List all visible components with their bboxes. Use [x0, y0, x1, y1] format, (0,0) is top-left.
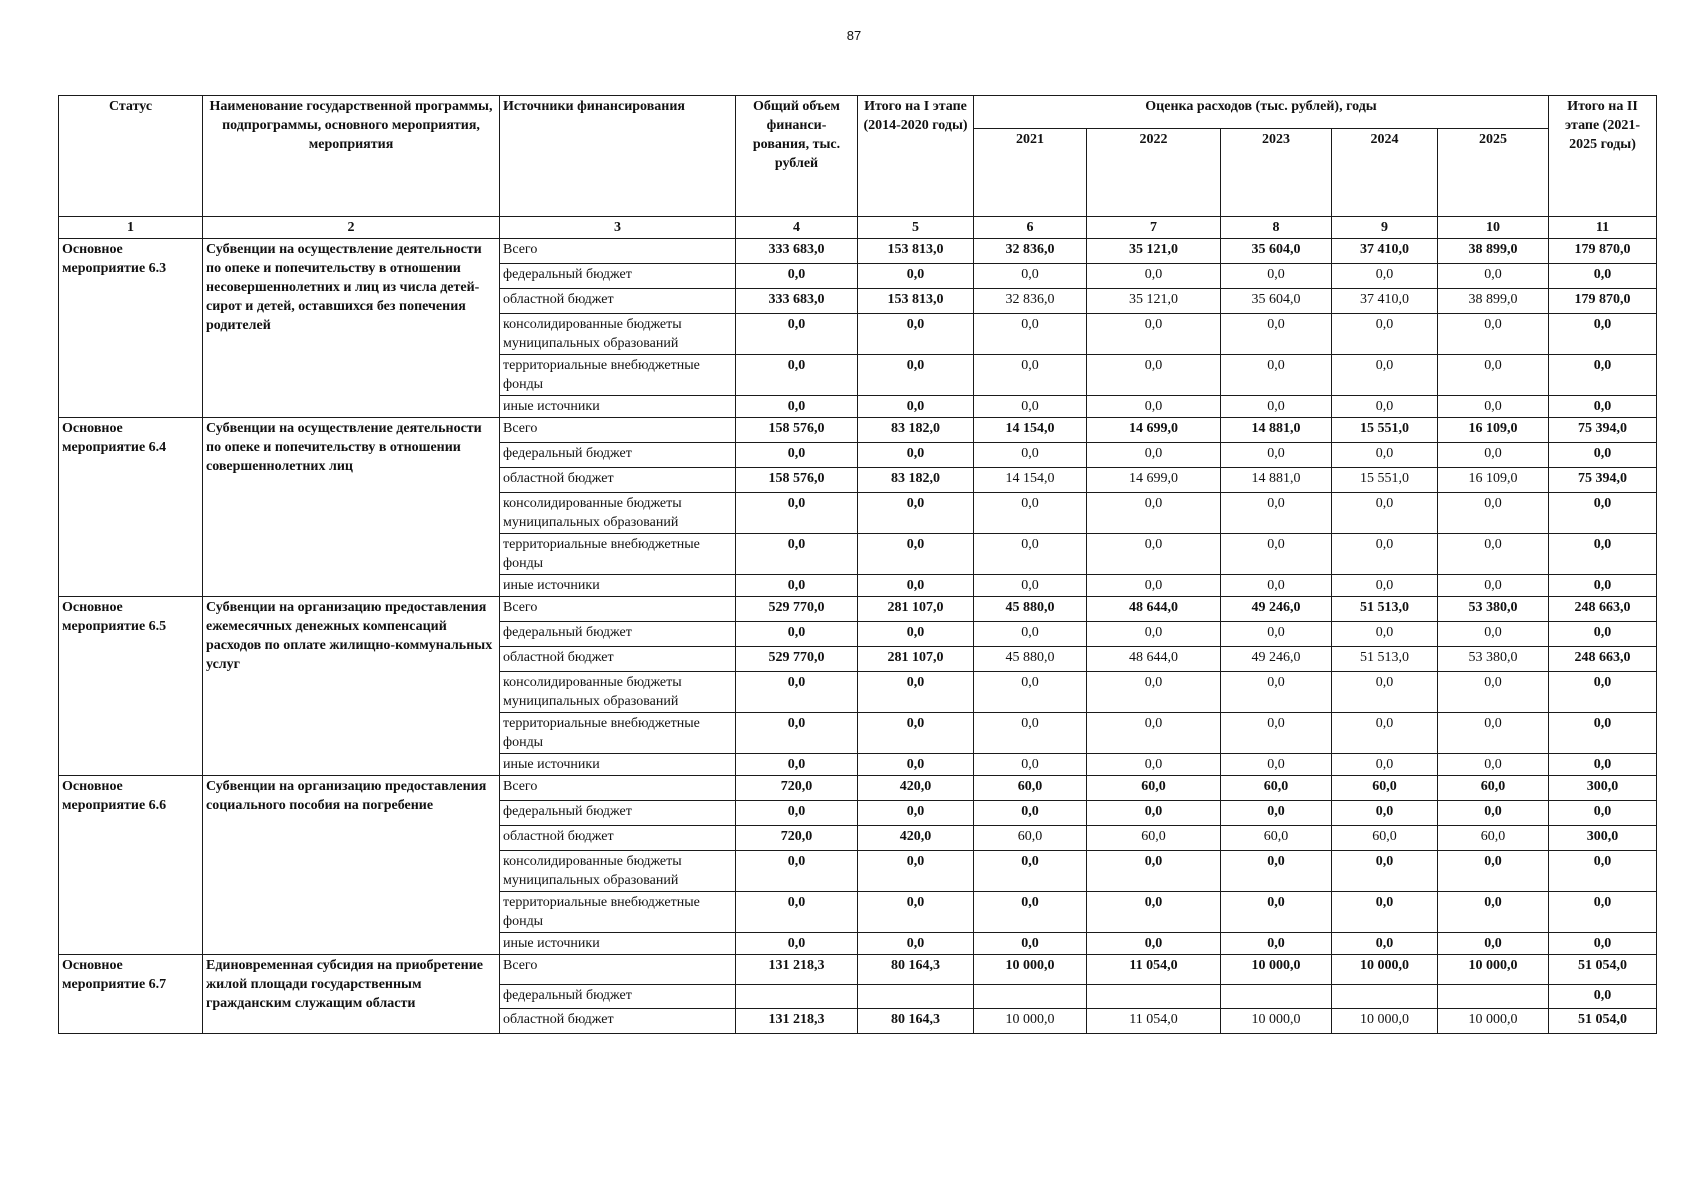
- value-cell: 15 551,0: [1332, 468, 1438, 493]
- value-cell: 0,0: [1438, 754, 1549, 776]
- value-cell: 80 164,3: [858, 1009, 974, 1034]
- value-cell: 60,0: [974, 826, 1087, 851]
- value-cell: 0,0: [1087, 355, 1221, 396]
- value-cell: 300,0: [1549, 826, 1657, 851]
- value-cell: 0,0: [1438, 264, 1549, 289]
- value-cell: 153 813,0: [858, 289, 974, 314]
- value-cell: 0,0: [974, 713, 1087, 754]
- value-cell: 0,0: [1221, 264, 1332, 289]
- measure-status: Основное мероприятие 6.6: [59, 776, 203, 955]
- value-cell: 0,0: [858, 443, 974, 468]
- table-row: [59, 776, 1657, 801]
- value-cell: 0,0: [1087, 892, 1221, 933]
- value-cell: 0,0: [1221, 622, 1332, 647]
- value-cell: 0,0: [974, 672, 1087, 713]
- funding-source: иные источники: [500, 575, 736, 597]
- column-number: 2: [203, 217, 500, 239]
- value-cell: 0,0: [1221, 314, 1332, 355]
- measure-status: Основное мероприятие 6.7: [59, 955, 203, 1034]
- value-cell: 0,0: [858, 713, 974, 754]
- column-number: 3: [500, 217, 736, 239]
- funding-source: федеральный бюджет: [500, 801, 736, 826]
- funding-source: консолидированные бюджеты муниципальных образований: [500, 314, 736, 355]
- funding-source: областной бюджет: [500, 826, 736, 851]
- value-cell: 0,0: [858, 314, 974, 355]
- value-cell: 10 000,0: [974, 1009, 1087, 1034]
- value-cell: 0,0: [1549, 933, 1657, 955]
- value-cell: 0,0: [1087, 314, 1221, 355]
- value-cell: 35 121,0: [1087, 289, 1221, 314]
- value-cell: 153 813,0: [858, 239, 974, 264]
- value-cell: 0,0: [1438, 493, 1549, 534]
- value-cell: [858, 985, 974, 1009]
- header-estimate: Оценка расходов (тыс. рублей), годы: [974, 96, 1549, 129]
- value-cell: 0,0: [1332, 314, 1438, 355]
- value-cell: 53 380,0: [1438, 597, 1549, 622]
- funding-source: консолидированные бюджеты муниципальных образований: [500, 851, 736, 892]
- budget-table: [58, 95, 1657, 1034]
- value-cell: 0,0: [1332, 355, 1438, 396]
- value-cell: [974, 985, 1087, 1009]
- value-cell: 16 109,0: [1438, 468, 1549, 493]
- value-cell: 0,0: [736, 534, 858, 575]
- value-cell: 83 182,0: [858, 418, 974, 443]
- header-status: Статус: [59, 96, 203, 217]
- measure-status: Основное мероприятие 6.3: [59, 239, 203, 418]
- header-year: 2025: [1438, 129, 1549, 217]
- value-cell: 0,0: [1438, 713, 1549, 754]
- value-cell: 0,0: [1332, 933, 1438, 955]
- value-cell: 10 000,0: [1332, 955, 1438, 985]
- value-cell: 0,0: [974, 443, 1087, 468]
- funding-source: Всего: [500, 239, 736, 264]
- funding-source: территориальные внебюджетные фонды: [500, 713, 736, 754]
- measure-name: Субвенции на организацию предоставления социального пособия на погребение: [203, 776, 500, 955]
- value-cell: 60,0: [1087, 826, 1221, 851]
- value-cell: 0,0: [1332, 264, 1438, 289]
- value-cell: 0,0: [974, 622, 1087, 647]
- value-cell: 0,0: [1549, 314, 1657, 355]
- value-cell: 0,0: [1087, 801, 1221, 826]
- value-cell: 51 054,0: [1549, 1009, 1657, 1034]
- value-cell: 0,0: [1087, 493, 1221, 534]
- page-number: 87: [846, 28, 862, 43]
- value-cell: 0,0: [1087, 622, 1221, 647]
- value-cell: 0,0: [1332, 713, 1438, 754]
- value-cell: 60,0: [1332, 776, 1438, 801]
- value-cell: 0,0: [1087, 754, 1221, 776]
- value-cell: 0,0: [1087, 443, 1221, 468]
- column-number: 4: [736, 217, 858, 239]
- value-cell: 16 109,0: [1438, 418, 1549, 443]
- value-cell: [1438, 985, 1549, 1009]
- value-cell: 14 154,0: [974, 468, 1087, 493]
- value-cell: 0,0: [1549, 493, 1657, 534]
- value-cell: 32 836,0: [974, 289, 1087, 314]
- value-cell: 0,0: [858, 801, 974, 826]
- value-cell: 529 770,0: [736, 597, 858, 622]
- value-cell: 0,0: [736, 396, 858, 418]
- header-total: Общий объем финанси-рования, тыс. рублей: [736, 96, 858, 217]
- measure-status: Основное мероприятие 6.4: [59, 418, 203, 597]
- value-cell: 75 394,0: [1549, 468, 1657, 493]
- value-cell: 14 699,0: [1087, 418, 1221, 443]
- measure-name: Субвенции на организацию предоставления ежемесячных денежных компенсаций расходов по оплате жилищно-коммунальных услуг: [203, 597, 500, 776]
- value-cell: 35 604,0: [1221, 289, 1332, 314]
- value-cell: 10 000,0: [1221, 1009, 1332, 1034]
- measure-name: Единовременная субсидия на приобретение жилой площади государственным гражданским служащим области: [203, 955, 500, 1034]
- value-cell: 0,0: [736, 801, 858, 826]
- value-cell: 0,0: [974, 493, 1087, 534]
- value-cell: 0,0: [1087, 534, 1221, 575]
- value-cell: 0,0: [974, 314, 1087, 355]
- funding-source: иные источники: [500, 933, 736, 955]
- value-cell: 0,0: [736, 851, 858, 892]
- funding-source: иные источники: [500, 396, 736, 418]
- measure-name: Субвенции на осуществление деятельности по опеке и попечительству в отношении совершеннолетних лиц: [203, 418, 500, 597]
- value-cell: 0,0: [1332, 493, 1438, 534]
- value-cell: 0,0: [1087, 575, 1221, 597]
- value-cell: 0,0: [1221, 933, 1332, 955]
- column-number: 7: [1087, 217, 1221, 239]
- funding-source: Всего: [500, 597, 736, 622]
- value-cell: 0,0: [1221, 672, 1332, 713]
- funding-source: Всего: [500, 955, 736, 985]
- value-cell: 0,0: [1221, 754, 1332, 776]
- value-cell: 0,0: [1087, 672, 1221, 713]
- value-cell: 0,0: [1549, 892, 1657, 933]
- value-cell: 45 880,0: [974, 597, 1087, 622]
- value-cell: 0,0: [736, 314, 858, 355]
- value-cell: 158 576,0: [736, 468, 858, 493]
- column-number: 11: [1549, 217, 1657, 239]
- value-cell: 0,0: [1549, 443, 1657, 468]
- value-cell: 333 683,0: [736, 289, 858, 314]
- value-cell: 0,0: [858, 575, 974, 597]
- value-cell: 0,0: [1221, 534, 1332, 575]
- value-cell: 0,0: [736, 355, 858, 396]
- value-cell: 131 218,3: [736, 955, 858, 985]
- value-cell: 0,0: [1221, 443, 1332, 468]
- value-cell: 0,0: [1549, 534, 1657, 575]
- value-cell: 0,0: [974, 754, 1087, 776]
- value-cell: 0,0: [1332, 443, 1438, 468]
- funding-source: областной бюджет: [500, 1009, 736, 1034]
- value-cell: 0,0: [1332, 622, 1438, 647]
- value-cell: [1221, 985, 1332, 1009]
- value-cell: 0,0: [1221, 801, 1332, 826]
- value-cell: 0,0: [1221, 892, 1332, 933]
- funding-source: территориальные внебюджетные фонды: [500, 534, 736, 575]
- value-cell: 0,0: [1332, 534, 1438, 575]
- value-cell: 0,0: [1438, 396, 1549, 418]
- value-cell: 0,0: [1549, 713, 1657, 754]
- value-cell: 0,0: [1438, 933, 1549, 955]
- value-cell: 60,0: [1438, 776, 1549, 801]
- value-cell: 281 107,0: [858, 647, 974, 672]
- header-sources: Источники финансирования: [500, 96, 736, 217]
- value-cell: 0,0: [974, 933, 1087, 955]
- value-cell: 0,0: [858, 933, 974, 955]
- header-year: 2023: [1221, 129, 1332, 217]
- column-number: 10: [1438, 217, 1549, 239]
- value-cell: 45 880,0: [974, 647, 1087, 672]
- header-stage1: Итого на I этапе (2014-2020 годы): [858, 96, 974, 217]
- value-cell: 0,0: [1332, 672, 1438, 713]
- funding-source: федеральный бюджет: [500, 985, 736, 1009]
- value-cell: 51 513,0: [1332, 647, 1438, 672]
- value-cell: 48 644,0: [1087, 647, 1221, 672]
- value-cell: 35 121,0: [1087, 239, 1221, 264]
- value-cell: 0,0: [858, 622, 974, 647]
- value-cell: 0,0: [1087, 713, 1221, 754]
- funding-source: федеральный бюджет: [500, 443, 736, 468]
- value-cell: 38 899,0: [1438, 289, 1549, 314]
- value-cell: 75 394,0: [1549, 418, 1657, 443]
- value-cell: 158 576,0: [736, 418, 858, 443]
- value-cell: 60,0: [1087, 776, 1221, 801]
- value-cell: 38 899,0: [1438, 239, 1549, 264]
- value-cell: 0,0: [974, 851, 1087, 892]
- value-cell: 0,0: [1438, 801, 1549, 826]
- value-cell: 0,0: [1087, 396, 1221, 418]
- value-cell: 0,0: [736, 672, 858, 713]
- funding-source: территориальные внебюджетные фонды: [500, 355, 736, 396]
- value-cell: 0,0: [1438, 622, 1549, 647]
- value-cell: 37 410,0: [1332, 289, 1438, 314]
- value-cell: 60,0: [1221, 776, 1332, 801]
- value-cell: 0,0: [1438, 575, 1549, 597]
- value-cell: 300,0: [1549, 776, 1657, 801]
- value-cell: 0,0: [974, 801, 1087, 826]
- value-cell: 333 683,0: [736, 239, 858, 264]
- value-cell: 53 380,0: [1438, 647, 1549, 672]
- value-cell: 0,0: [1549, 851, 1657, 892]
- funding-source: федеральный бюджет: [500, 264, 736, 289]
- column-number: 8: [1221, 217, 1332, 239]
- value-cell: 51 513,0: [1332, 597, 1438, 622]
- table-body: [59, 239, 1657, 1034]
- value-cell: 0,0: [1549, 985, 1657, 1009]
- value-cell: 720,0: [736, 826, 858, 851]
- table-row: [59, 955, 1657, 985]
- value-cell: 14 881,0: [1221, 418, 1332, 443]
- funding-source: Всего: [500, 418, 736, 443]
- value-cell: 60,0: [1221, 826, 1332, 851]
- value-cell: 0,0: [1549, 672, 1657, 713]
- value-cell: 0,0: [858, 264, 974, 289]
- value-cell: 11 054,0: [1087, 1009, 1221, 1034]
- value-cell: 720,0: [736, 776, 858, 801]
- value-cell: 0,0: [736, 493, 858, 534]
- value-cell: 0,0: [1438, 314, 1549, 355]
- table-row: [59, 597, 1657, 622]
- value-cell: 0,0: [1332, 892, 1438, 933]
- value-cell: 11 054,0: [1087, 955, 1221, 985]
- value-cell: 10 000,0: [1438, 955, 1549, 985]
- funding-source: иные источники: [500, 754, 736, 776]
- value-cell: 0,0: [858, 754, 974, 776]
- value-cell: 0,0: [736, 443, 858, 468]
- value-cell: 0,0: [736, 892, 858, 933]
- value-cell: 0,0: [1221, 713, 1332, 754]
- value-cell: 0,0: [736, 754, 858, 776]
- value-cell: 60,0: [974, 776, 1087, 801]
- column-number: 6: [974, 217, 1087, 239]
- value-cell: 0,0: [1332, 754, 1438, 776]
- value-cell: 0,0: [1549, 355, 1657, 396]
- value-cell: 14 699,0: [1087, 468, 1221, 493]
- value-cell: 0,0: [858, 396, 974, 418]
- value-cell: 0,0: [858, 892, 974, 933]
- value-cell: 0,0: [858, 851, 974, 892]
- value-cell: 37 410,0: [1332, 239, 1438, 264]
- measure-name: Субвенции на осуществление деятельности по опеке и попечительству в отношении несовершеннолетних и лиц из числа детей-сирот и детей, оставшихся без попечения родителей: [203, 239, 500, 418]
- value-cell: 0,0: [1087, 851, 1221, 892]
- value-cell: 0,0: [1438, 892, 1549, 933]
- value-cell: 10 000,0: [1332, 1009, 1438, 1034]
- header-year: 2022: [1087, 129, 1221, 217]
- value-cell: 0,0: [974, 534, 1087, 575]
- column-number: 1: [59, 217, 203, 239]
- value-cell: 10 000,0: [1438, 1009, 1549, 1034]
- value-cell: 83 182,0: [858, 468, 974, 493]
- value-cell: 0,0: [1332, 801, 1438, 826]
- value-cell: 179 870,0: [1549, 289, 1657, 314]
- value-cell: 248 663,0: [1549, 647, 1657, 672]
- funding-source: территориальные внебюджетные фонды: [500, 892, 736, 933]
- measure-status: Основное мероприятие 6.5: [59, 597, 203, 776]
- value-cell: 0,0: [1549, 754, 1657, 776]
- value-cell: 0,0: [1549, 264, 1657, 289]
- value-cell: 10 000,0: [974, 955, 1087, 985]
- value-cell: 0,0: [1549, 801, 1657, 826]
- value-cell: 49 246,0: [1221, 597, 1332, 622]
- value-cell: 0,0: [1087, 264, 1221, 289]
- value-cell: 0,0: [974, 264, 1087, 289]
- funding-source: федеральный бюджет: [500, 622, 736, 647]
- value-cell: 15 551,0: [1332, 418, 1438, 443]
- value-cell: [1087, 985, 1221, 1009]
- value-cell: 0,0: [858, 493, 974, 534]
- value-cell: 49 246,0: [1221, 647, 1332, 672]
- value-cell: 14 881,0: [1221, 468, 1332, 493]
- funding-source: областной бюджет: [500, 468, 736, 493]
- value-cell: 0,0: [1087, 933, 1221, 955]
- table-row: [59, 239, 1657, 264]
- value-cell: 14 154,0: [974, 418, 1087, 443]
- value-cell: 0,0: [736, 264, 858, 289]
- value-cell: 420,0: [858, 776, 974, 801]
- value-cell: 0,0: [1438, 851, 1549, 892]
- value-cell: [1332, 985, 1438, 1009]
- funding-source: областной бюджет: [500, 647, 736, 672]
- value-cell: 0,0: [736, 575, 858, 597]
- funding-source: консолидированные бюджеты муниципальных образований: [500, 672, 736, 713]
- value-cell: 35 604,0: [1221, 239, 1332, 264]
- header-name: Наименование государственной программы, подпрограммы, основного мероприятия, мероприятия: [203, 96, 500, 217]
- value-cell: 0,0: [1549, 396, 1657, 418]
- value-cell: 0,0: [974, 892, 1087, 933]
- value-cell: 0,0: [858, 355, 974, 396]
- funding-source: консолидированные бюджеты муниципальных образований: [500, 493, 736, 534]
- value-cell: 0,0: [736, 713, 858, 754]
- value-cell: [736, 985, 858, 1009]
- value-cell: 0,0: [1221, 493, 1332, 534]
- value-cell: 60,0: [1438, 826, 1549, 851]
- value-cell: 0,0: [1549, 575, 1657, 597]
- value-cell: 0,0: [736, 933, 858, 955]
- value-cell: 0,0: [1438, 443, 1549, 468]
- column-number: 5: [858, 217, 974, 239]
- value-cell: 0,0: [1221, 355, 1332, 396]
- value-cell: 0,0: [1221, 396, 1332, 418]
- value-cell: 0,0: [974, 575, 1087, 597]
- funding-source: областной бюджет: [500, 289, 736, 314]
- value-cell: 0,0: [1549, 622, 1657, 647]
- header-year: 2021: [974, 129, 1087, 217]
- value-cell: 32 836,0: [974, 239, 1087, 264]
- value-cell: 179 870,0: [1549, 239, 1657, 264]
- value-cell: 131 218,3: [736, 1009, 858, 1034]
- table-row: [59, 418, 1657, 443]
- funding-source: Всего: [500, 776, 736, 801]
- value-cell: 0,0: [1332, 396, 1438, 418]
- value-cell: 0,0: [858, 672, 974, 713]
- value-cell: 0,0: [974, 355, 1087, 396]
- value-cell: 248 663,0: [1549, 597, 1657, 622]
- column-number: 9: [1332, 217, 1438, 239]
- value-cell: 60,0: [1332, 826, 1438, 851]
- value-cell: 0,0: [1332, 851, 1438, 892]
- value-cell: 51 054,0: [1549, 955, 1657, 985]
- value-cell: 10 000,0: [1221, 955, 1332, 985]
- value-cell: 0,0: [1438, 355, 1549, 396]
- header-year: 2024: [1332, 129, 1438, 217]
- value-cell: 529 770,0: [736, 647, 858, 672]
- value-cell: 48 644,0: [1087, 597, 1221, 622]
- value-cell: 80 164,3: [858, 955, 974, 985]
- header-stage2: Итого на II этапе (2021-2025 годы): [1549, 96, 1657, 217]
- value-cell: 0,0: [1221, 851, 1332, 892]
- value-cell: 0,0: [974, 396, 1087, 418]
- value-cell: 0,0: [1221, 575, 1332, 597]
- value-cell: 0,0: [736, 622, 858, 647]
- value-cell: 0,0: [1438, 534, 1549, 575]
- value-cell: 0,0: [1332, 575, 1438, 597]
- value-cell: 0,0: [1438, 672, 1549, 713]
- value-cell: 281 107,0: [858, 597, 974, 622]
- value-cell: 420,0: [858, 826, 974, 851]
- value-cell: 0,0: [858, 534, 974, 575]
